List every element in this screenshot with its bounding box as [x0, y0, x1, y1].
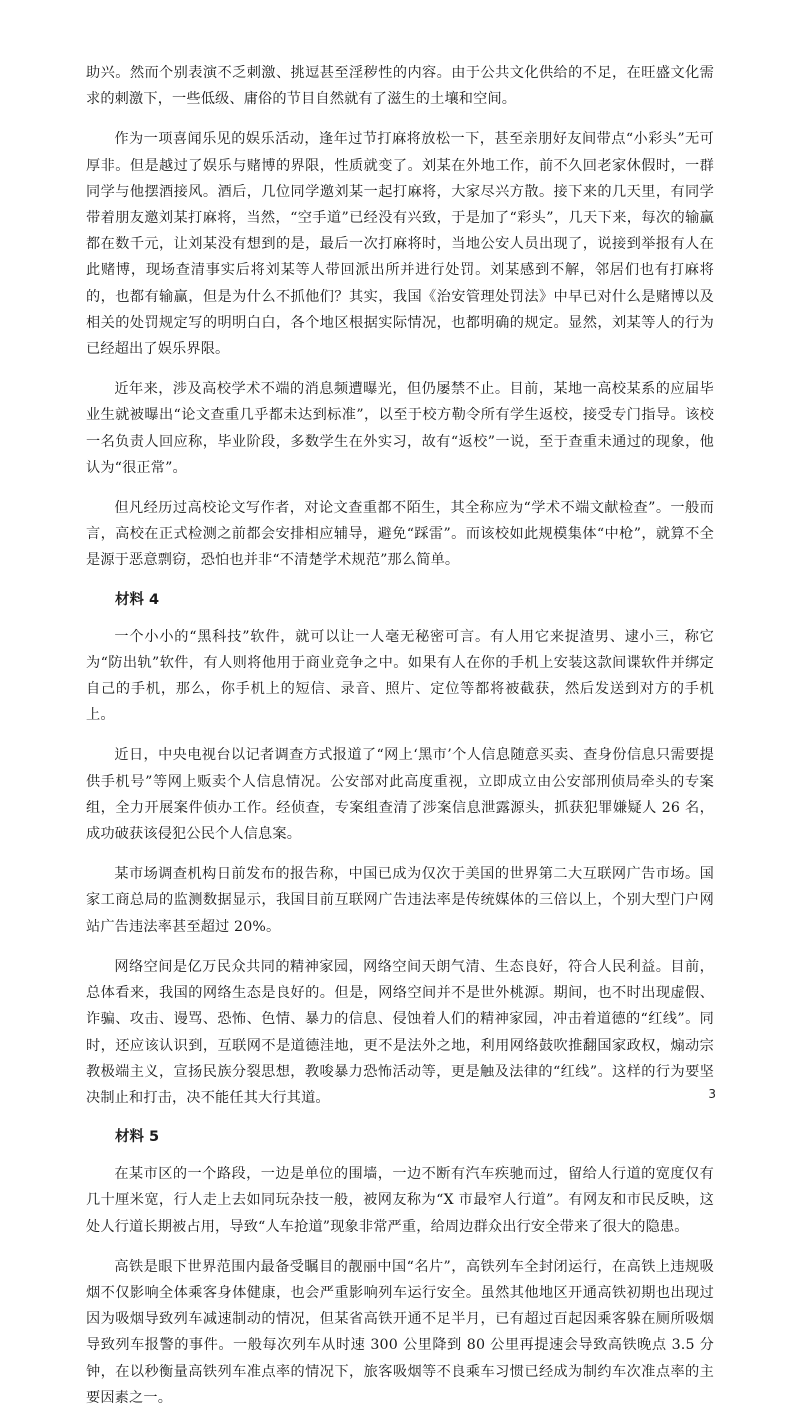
section-heading: 材料 5 [115, 1129, 160, 1146]
paragraph: 一个小小的“黑科技”软件，就可以让一人毫无秘密可言。有人用它来捉渣男、逮小三，称它为“防出轨”软件，有人则将他用于商业竞争之中。如果有人在你的手机上安装这款间谍软件并绑定自己的手机，那么，你手机上的短信、录音、照片、定位等都将被截获，然后发送到对方的手机上。 [86, 628, 714, 724]
paragraph: 但凡经历过高校论文写作者，对论文查重都不陌生，其全称应为“学术不端文献检查”。一般而言，高校在正式检测之前都会安排相应辅导，避免“踩雷”。而该校如此规模集体“中枪”，就算不全是源于恶意剽窃，恐怕也并非“不清楚学术规范”那么简单。 [86, 500, 714, 569]
page-number: 3 [708, 1087, 716, 1101]
paragraph: 在某市区的一个路段，一边是单位的围墙，一边不断有汽车疾驰而过，留给人行道的宽度仅有几十厘米宽，行人走上去如同玩杂技一般，被网友称为“X 市最窄人行道”。有网友和市民反映，这处人行道长期被占用，导致“人车抢道”现象非常严重，给周边群众出行安全带来了很大的隐患。 [86, 1166, 714, 1235]
paragraph: 助兴。然而个别表演不乏刺激、挑逗甚至淫秽性的内容。由于公共文化供给的不足，在旺盛文化需求的刺激下，一些低级、庸俗的节目自然就有了滋生的土壤和空间。 [86, 65, 714, 108]
paragraph: 网络空间是亿万民众共同的精神家园，网络空间天朗气清、生态良好，符合人民利益。目前，总体看来，我国的网络生态是良好的。但是，网络空间并不是世外桃源。期间，也不时出现虚假、诈骗、攻击、谩骂、恐怖、色情、暴力的信息、侵蚀着人们的精神家园，冲击着道德的“红线”。同时，还应该认识到，互联网不是道德洼地，更不是法外之地，利用网络鼓吹推翻国家政权，煽动宗教极端主义，宣扬民族分裂思想，教唆暴力恐怖活动等，更是触及法律的“红线”。这样的行为要坚决制止和打击，决不能任其大行其道。 [86, 958, 714, 1106]
section-heading: 材料 4 [115, 591, 160, 608]
paragraph: 近年来，涉及高校学术不端的消息频遭曝光，但仍屡禁不止。目前，某地一高校某系的应届毕业生就被曝出“论文查重几乎都未达到标准”，以至于校方勒令所有学生返校，接受专门指导。该校一名负责人回应称，毕业阶段，多数学生在外实习，故有“返校”一说，至于查重未通过的现象，他认为“很正常”。 [86, 381, 714, 476]
page-content [86, 60, 714, 1425]
paragraph: 某市场调查机构日前发布的报告称，中国已成为仅次于美国的世界第二大互联网广告市场。国家工商总局的监测数据显示，我国目前互联网广告违法率是传统媒体的三倍以上，个别大型门户网站广告违法率甚至超过 20%。 [86, 866, 714, 935]
paragraph: 近日，中央电视台以记者调查方式报道了“网上‘黑市’个人信息随意买卖、查身份信息只需要提供手机号”等网上贩卖个人信息情况。公安部对此高度重视，立即成立由公安部刑侦局牵头的专案组，全力开展案件侦办工作。经侦查，专案组查清了涉案信息泄露源头，抓获犯罪嫌疑人 26 名，成功破获该侵犯公民个人信息案。 [86, 747, 714, 843]
paragraph: 高铁是眼下世界范围内最备受瞩目的靓丽中国“名片”，高铁列车全封闭运行，在高铁上违规吸烟不仅影响全体乘客身体健康，也会严重影响列车运行安全。虽然其他地区开通高铁初期也出现过因为吸烟导致列车减速制动的情况，但某省高铁开通不足半月，已有超过百起因乘客躲在厕所吸烟导致列车报警的事件。一般每次列车从时速 300 公里降到 80 公里再提速会导致高铁晚点 3.5 分钟，在以秒衡量高铁列车准点率的情况下，旅客吸烟等不良乘车习惯已经成为制约车次准点率的主要因素之一。 [86, 1258, 714, 1406]
paragraph: 作为一项喜闻乐见的娱乐活动，逢年过节打麻将放松一下，甚至亲朋好友间带点“小彩头”无可厚非。但是越过了娱乐与赌博的界限，性质就变了。刘某在外地工作，前不久回老家休假时，一群同学与他摆酒接风。酒后，几位同学邀刘某一起打麻将，大家尽兴方散。接下来的几天里，有同学带着朋友邀刘某打麻将，当然，“空手道”已经没有兴致，于是加了“彩头”，几天下来，每次的输赢都在数千元，让刘某没有想到的是，最后一次打麻将时，当地公安人员出现了，说接到举报有人在此赌博，现场查清事实后将刘某等人带回派出所并进行处罚。刘某感到不解，邻居们也有打麻将的，也都有输赢，但是为什么不抓他们？其实，我国《治安管理处罚法》中早已对什么是赌博以及相关的处罚规定写的明明白白，各个地区根据实际情况，也都明确的规定。显然，刘某等人的行为已经超出了娱乐界限。 [86, 131, 714, 358]
